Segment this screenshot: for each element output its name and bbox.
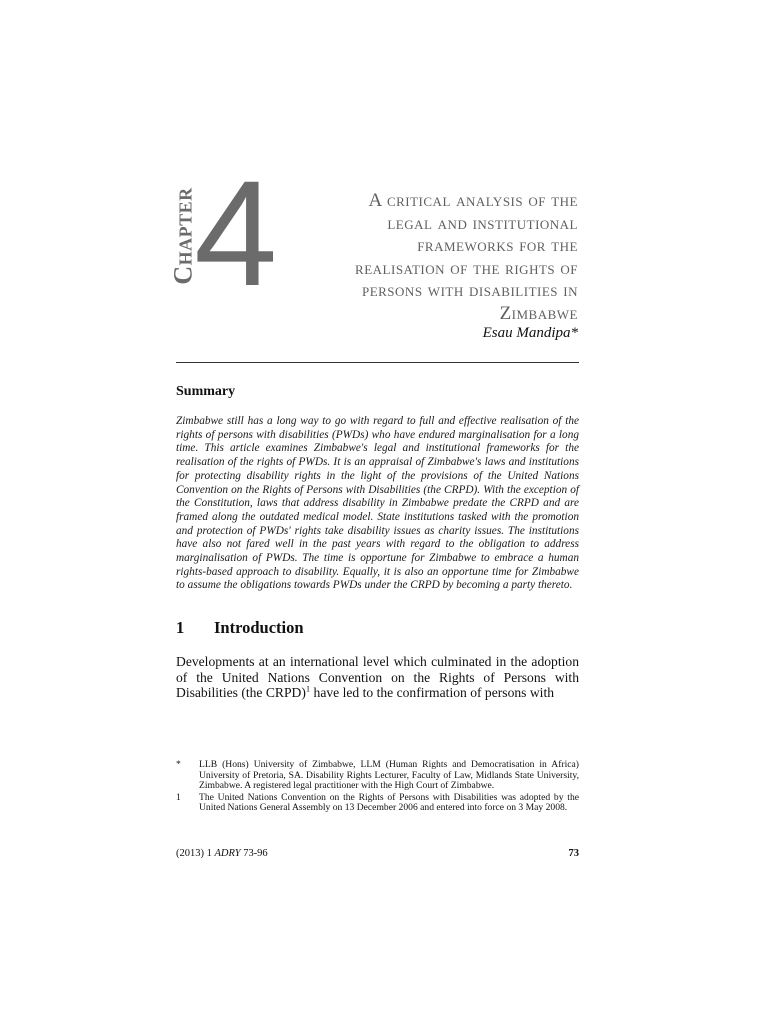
citation-journal: ADRY	[214, 848, 241, 859]
footnote-author	[176, 760, 579, 792]
page-number: 73	[568, 848, 579, 859]
footnote-mark: *	[176, 759, 181, 770]
chapter-number: 4	[194, 149, 278, 317]
introduction-paragraph	[176, 654, 579, 701]
title-line: realisation of the rights of	[355, 257, 578, 279]
footnote-text: The United Nations Convention on the Rights of Persons with Disabilities was adopted by the United Nations General Assembly on 13 December 2006 and entered into force on 3 May 2008.	[199, 791, 579, 814]
author-name: Esau Mandipa*	[482, 325, 578, 341]
title-line: legal and institutional	[387, 212, 578, 234]
section-number: 1	[176, 618, 185, 637]
footnote-1	[176, 793, 579, 814]
section-heading	[176, 618, 304, 638]
footnote-reference[interactable]: 1	[305, 683, 311, 694]
summary-heading: Summary	[176, 384, 236, 399]
section-title: Introduction	[214, 618, 304, 637]
chapter-label-text: Chapter	[169, 187, 199, 285]
title-divider	[176, 362, 579, 363]
title-line: persons with disabilities in	[361, 280, 578, 301]
journal-citation	[176, 848, 268, 859]
footnotes	[176, 760, 579, 815]
intro-text-end: have led to the confirmation of persons with	[310, 685, 555, 700]
intro-text-start: Developments at an international level which culminated in the adoption of the United Nations Convention on the Rights of Persons with Disabilities (the CRPD)	[176, 654, 579, 700]
chapter-title	[262, 190, 578, 325]
citation-suffix: 73-96	[240, 848, 268, 859]
footnote-text: LLB (Hons) University of Zimbabwe, LLM (Human Rights and Democratisation in Africa) University of Pretoria, SA. Disability Rights Lecturer, Faculty of Law, Midlands State University, Zimbabwe. A registered legal practitioner with the High Court of Zimbabwe.	[199, 759, 579, 792]
title-line: frameworks for the	[417, 235, 578, 256]
footnote-mark: 1	[176, 791, 181, 803]
citation-prefix: (2013) 1	[176, 848, 215, 859]
summary-body: Zimbabwe still has a long way to go with regard to full and effective realisation of the rights of persons with disabilities (PWDs) who have endured marginalisation for a long time. This article examines Zimbabwe's legal and institutional frameworks for the realisation of the rights of PWDs. It is an appraisal of Zimbabwe's laws and institutions for protecting disability rights in the light of the provisions of the United Nations Convention on the Rights of Persons with Disabilities (the CRPD). With the exception of the Constitution, laws that address disability in Zimbabwe predate the CRPD and are framed along the outdated medical model. State institutions tasked with the promotion and protection of PWDs' rights take disability issues as charity issues. The institutions have also not fared well in the past years with regard to the obligation to address marginalisation of PWDs. The time is opportune for Zimbabwe to embrace a human rights-based approach to disability. Equally, it is also an opportune time for Zimbabwe to assume the obligations towards PWDs under the CRPD by becoming a party thereto.	[176, 415, 579, 592]
title-line: Zimbabwe	[499, 302, 578, 324]
title-line: A critical analysis of the	[368, 190, 578, 211]
